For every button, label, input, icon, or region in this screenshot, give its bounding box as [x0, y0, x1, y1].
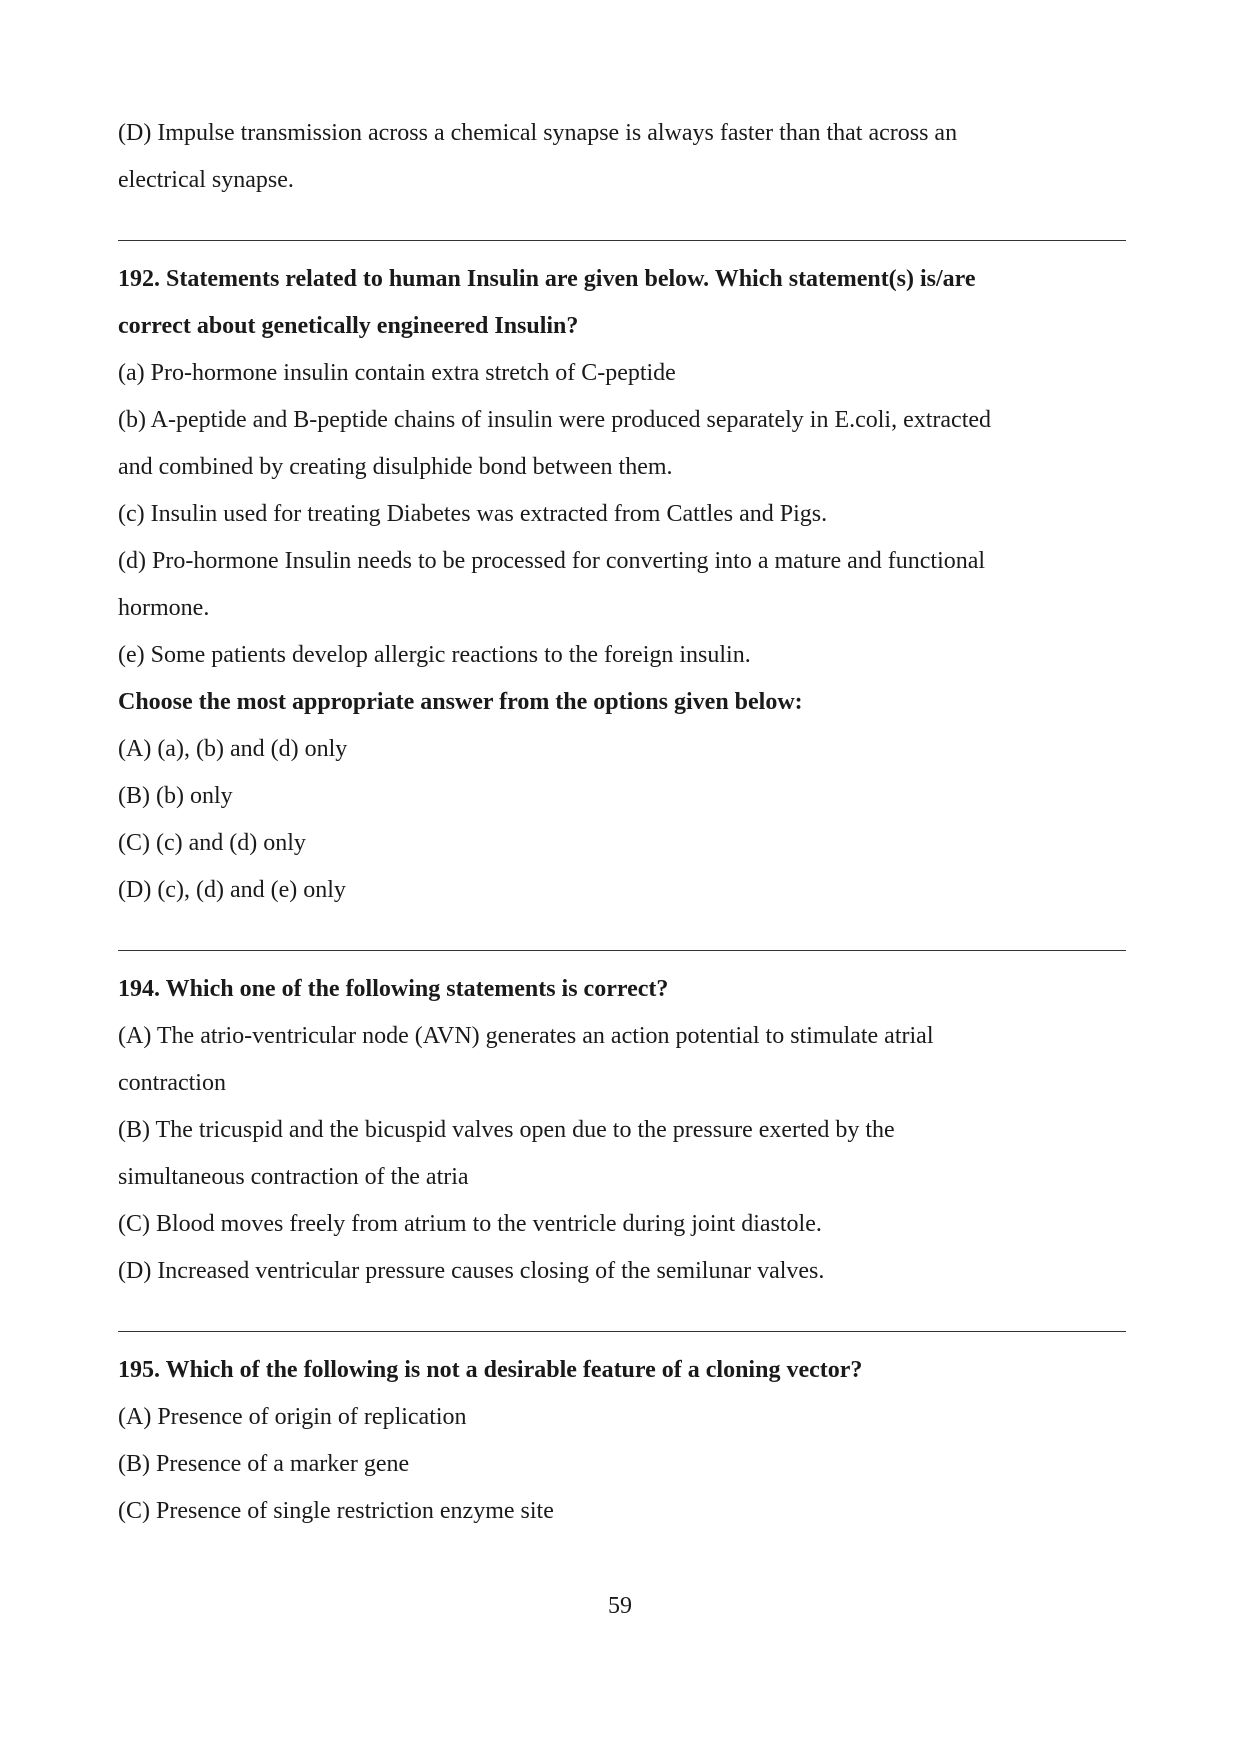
statement-b-line-2: and combined by creating disulphide bond between them. [118, 454, 673, 480]
option-c: (C) Presence of single restriction enzyme site [118, 1498, 554, 1524]
question-title-line-1: 192. Statements related to human Insulin are given below. Which statement(s) is/are [118, 266, 976, 292]
option-c: (C) Blood moves freely from atrium to the ventricle during joint diastole. [118, 1211, 822, 1237]
option-a-line-2: contraction [118, 1070, 226, 1096]
statement-c: (c) Insulin used for treating Diabetes was extracted from Cattles and Pigs. [118, 501, 828, 527]
question-title: 195. Which of the following is not a desirable feature of a cloning vector? [118, 1357, 863, 1383]
prev-question-continuation [118, 110, 1126, 204]
option-b-line-1: (B) The tricuspid and the bicuspid valves open due to the pressure exerted by the [118, 1117, 895, 1143]
option-b: (B) (b) only [118, 783, 233, 809]
prev-option-d-line-1: (D) Impulse transmission across a chemical synapse is always faster than that across an [118, 120, 958, 146]
prev-option-d-line-2: electrical synapse. [118, 167, 294, 193]
option-a-line-1: (A) The atrio-ventricular node (AVN) generates an action potential to stimulate atrial [118, 1023, 934, 1049]
page-number: 59 [608, 1593, 632, 1619]
option-a: (A) (a), (b) and (d) only [118, 736, 348, 762]
option-c: (C) (c) and (d) only [118, 830, 306, 856]
question-page [118, 110, 1126, 1535]
statement-b-line-1: (b) A-peptide and B-peptide chains of insulin were produced separately in E.coli, extracted [118, 407, 992, 433]
question-title-line-2: correct about genetically engineered Insulin? [118, 313, 579, 339]
statement-e: (e) Some patients develop allergic reactions to the foreign insulin. [118, 642, 751, 668]
statement-a: (a) Pro-hormone insulin contain extra stretch of C-peptide [118, 360, 676, 386]
statement-d-line-1: (d) Pro-hormone Insulin needs to be processed for converting into a mature and functional [118, 548, 986, 574]
option-d: (D) (c), (d) and (e) only [118, 877, 346, 903]
option-b-line-2: simultaneous contraction of the atria [118, 1164, 469, 1190]
statement-d-line-2: hormone. [118, 595, 210, 621]
answer-instruction: Choose the most appropriate answer from the options given below: [118, 689, 803, 715]
option-a: (A) Presence of origin of replication [118, 1404, 467, 1430]
question-192 [118, 256, 1126, 914]
question-195 [118, 1347, 1126, 1535]
option-d: (D) Increased ventricular pressure causes closing of the semilunar valves. [118, 1258, 825, 1284]
question-title: 194. Which one of the following statements is correct? [118, 976, 669, 1002]
question-194 [118, 966, 1126, 1295]
option-b: (B) Presence of a marker gene [118, 1451, 410, 1477]
